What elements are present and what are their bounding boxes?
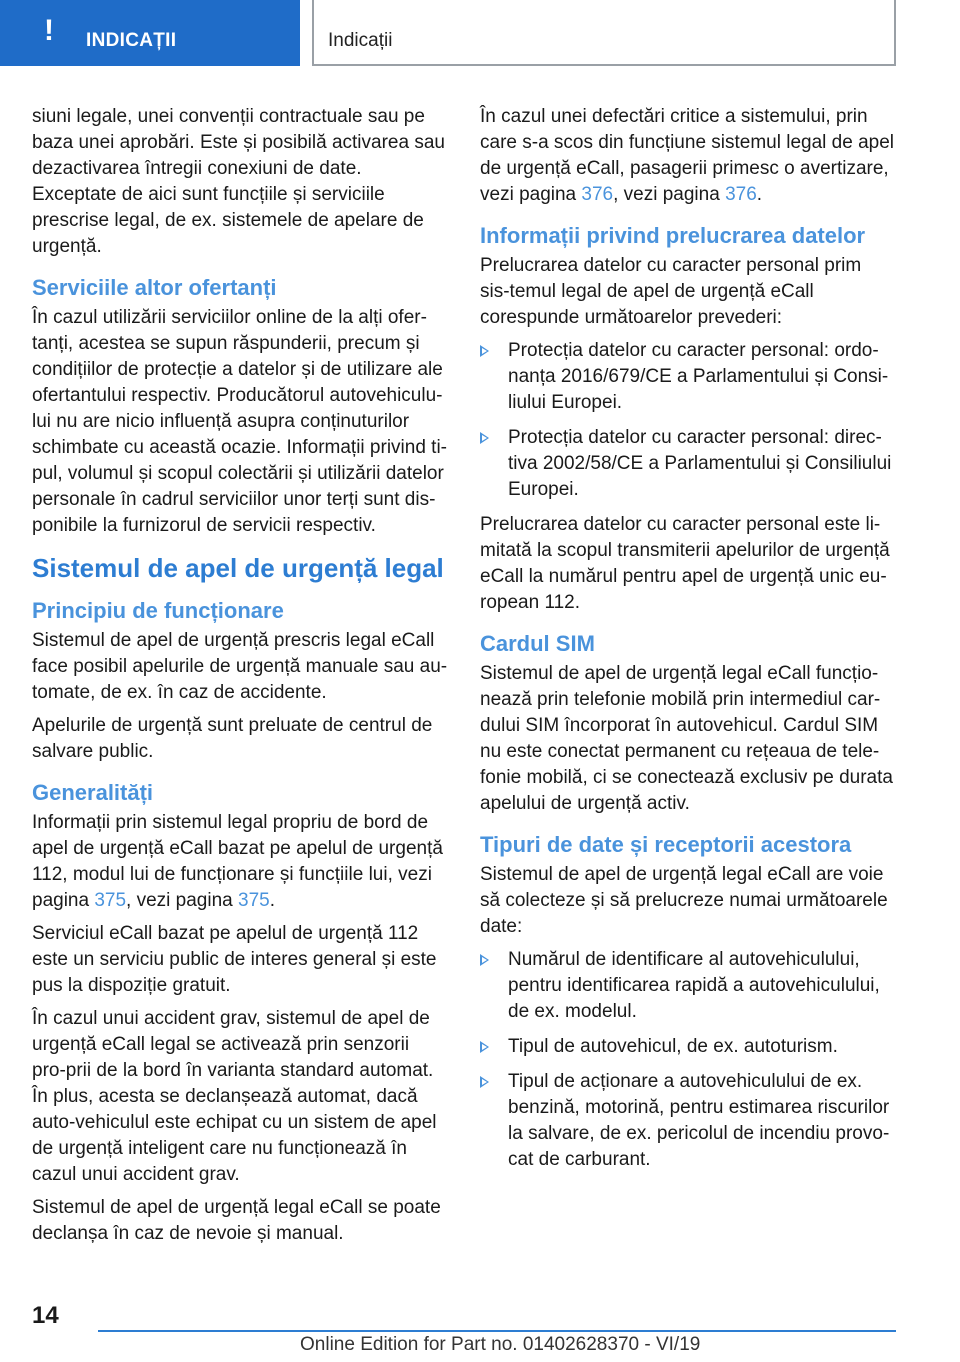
edition-footer: Online Edition for Part no. 01402628370 - VI/19 (300, 1334, 701, 1355)
page-link-375[interactable]: 375 (238, 890, 270, 911)
bullet-list (480, 338, 896, 503)
heading-card-sim: Cardul SIM (480, 631, 595, 656)
paragraph: În cazul unei defectări critice a sistemului, prin care s-a scos din funcțiune sistemul legal de apel de urgență eCall, pasagerii primesc o avertizare, vezi pagina 376, vezi pagina 376. (480, 106, 895, 205)
paragraph: Sistemul de apel de urgență legal eCall se poate declanșa în caz de nevoie și manual. (32, 1197, 441, 1244)
page-number: 14 (32, 1302, 59, 1329)
paragraph: În cazul unui accident grav, sistemul de apel de urgență eCall legal se activează prin senzorii pro-prii de la bord în varianta standard automat. În plus, acesta se declanșează automat, dacă auto-vehiculul este echipat cu un sistem de apel de urgență inteligent care nu funcționează în cazul unui accident grav. (32, 1008, 437, 1185)
left-column (32, 104, 448, 1254)
list-item: Numărul de identificare al autovehiculului, pentru identificarea rapidă a autovehiculului, de ex. modelul. (480, 947, 896, 1025)
paragraph: Sistemul de apel de urgență legal eCall are voie să colecteze și să prelucreze numai următoarele date: (480, 864, 888, 937)
paragraph: Informații prin sistemul legal propriu de bord de apel de urgență eCall bazat pe apelul de urgență 112, modul lui de funcționare și funcțiile lui, vezi pagina 375, vezi pagina 375. (32, 812, 443, 911)
paragraph: Prelucrarea datelor cu caracter personal prim sis-temul legal de apel de urgență eCall corespunde următoarelor prevederi: (480, 255, 862, 328)
section-label: INDICAȚII (86, 30, 177, 51)
triangle-bullet-icon (480, 1041, 489, 1053)
heading-principiu: Principiu de funcționare (32, 598, 284, 623)
paragraph: Sistemul de apel de urgență prescris legal eCall face posibil apelurile de urgență manuale sau au-tomate, de ex. în caz de accidente. (32, 630, 448, 703)
heading-generalitati: Generalități (32, 780, 154, 805)
bullet-list (480, 947, 896, 1173)
list-item: Protecția datelor cu caracter personal: ordo-nanța 2016/679/CE a Parlamentului și Consi-liului Europei. (480, 338, 896, 416)
list-item: Tipul de autovehicul, de ex. autoturism. (480, 1034, 896, 1060)
heading-prelucrare-date: Informații privind prelucrarea datelor (480, 223, 866, 248)
paragraph: În cazul utilizării serviciilor online de la alți ofer-tanți, acestea se supun răspunderii, precum și condițiilor de protecție a datelor și de utilizare ale ofertantului respectiv. Producătorul autovehiculu-lui nu are nicio influență asupra conținuturilor schimbate cu această ocazie. Informații privind ti-pul, volumul și scopul colectării și utilizării datelor personale în cadrul serviciilor unor terți sunt dis-ponibile la furnizorul de servicii respectiv. (32, 307, 448, 536)
heading-sistem-apel-urgenta: Sistemul de apel de urgență legal (32, 553, 444, 583)
triangle-bullet-icon (480, 432, 489, 444)
page-header (0, 0, 960, 66)
triangle-bullet-icon (480, 1076, 489, 1088)
footer-divider (98, 1330, 896, 1332)
page-link-376[interactable]: 376 (581, 184, 614, 205)
paragraph: siuni legale, unei convenții contractuale sau pe baza unei aprobări. Este și posibilă activarea sau dezactivarea întregii conexiuni de date. Exceptate de aici sunt funcțiile și serviciile prescrise legal, de ex. sistemele de apelare de urgență. (32, 106, 445, 257)
list-item: Tipul de acționare a autovehiculului de ex. benzină, motorină, pentru estimarea riscurilor la salvare, de ex. pericolul de incendiu provo-cat de carburant. (480, 1069, 896, 1173)
triangle-bullet-icon (480, 345, 489, 357)
heading-tipuri-date: Tipuri de date și receptorii acestora (480, 832, 852, 857)
paragraph: Sistemul de apel de urgență legal eCall funcțio-nează prin telefonie mobilă prin intermediul car-dului SIM încorporat în autovehicul. Cardul SIM nu este conectat permanent cu rețeaua de tele-fonie mobilă, ci se conectează exclusiv pe durata apelului de urgență activ. (480, 663, 893, 814)
heading-ofertanti: Serviciile altor ofertanți (32, 275, 277, 300)
section-tab[interactable] (0, 0, 300, 66)
chapter-title: Indicații (328, 30, 393, 51)
triangle-bullet-icon (480, 954, 489, 966)
chapter-title-box (312, 0, 896, 66)
page-link-375[interactable]: 375 (94, 890, 127, 911)
exclamation-icon: ! (44, 14, 54, 47)
paragraph: Serviciul eCall bazat pe apelul de urgență 112 este un serviciu public de interes general și este pus la dispoziție gratuit. (32, 923, 437, 996)
paragraph: Prelucrarea datelor cu caracter personal este li-mitată la scopul transmiterii apelurilor de urgență eCall la numărul pentru apel de urgență unic eu-ropean 112. (480, 514, 890, 613)
right-column (480, 104, 896, 1182)
paragraph: Apelurile de urgență sunt preluate de centrul de salvare public. (32, 715, 433, 762)
list-item: Protecția datelor cu caracter personal: direc-tiva 2002/58/CE a Parlamentului și Consiliului Europei. (480, 425, 896, 503)
page-link-376[interactable]: 376 (725, 184, 757, 205)
